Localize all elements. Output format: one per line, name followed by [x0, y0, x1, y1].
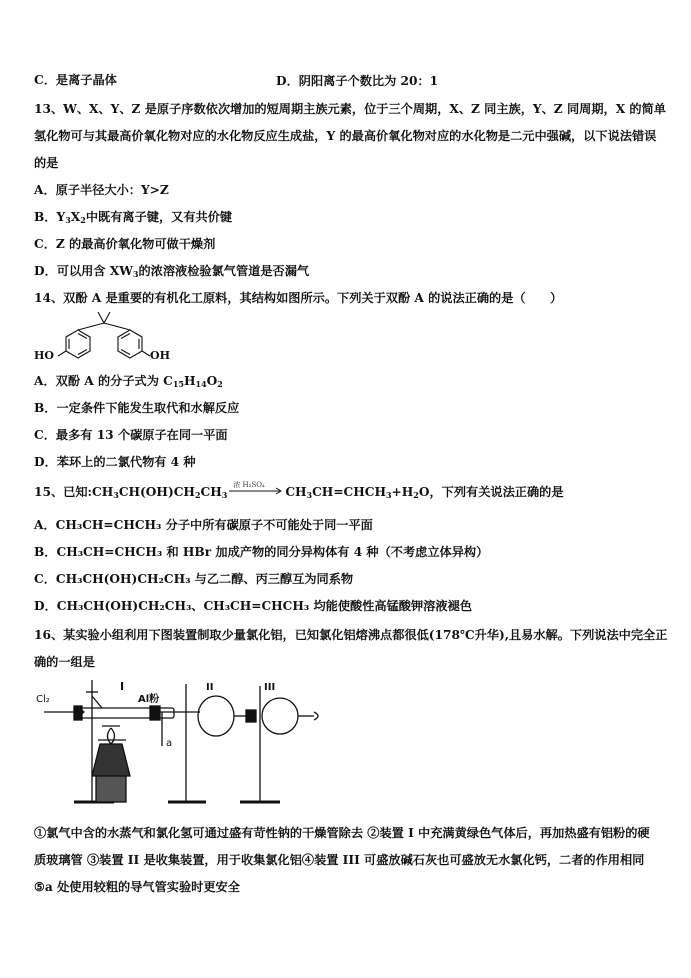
label-i: I	[120, 680, 125, 693]
q16-desc-line-3: ⑤a 处使用较粗的导气管实验时更安全	[34, 880, 240, 894]
q14-option-c: C．最多有 13 个碳原子在同一平面	[34, 428, 228, 442]
q13-option-b: B．$Y_3X_2$中既有离子键，又有共价键	[34, 210, 233, 225]
ho-label: HO	[34, 349, 54, 362]
apparatus-diagram	[34, 678, 324, 812]
q13-option-d: D．可以用含 $XW_3$的浓溶液检验氯气管道是否漏气	[34, 264, 310, 279]
q15-option-c: C．CH₃CH(OH)CH₂CH₃ 与乙二醇、丙三醇互为同系物	[34, 572, 354, 586]
label-iii: III	[264, 682, 276, 693]
q16-desc-line-1: ①氯气中含的水蒸气和氯化氢可通过盛有苛性钠的干燥管除去 ②装置 I 中充满黄绿色气体后，再加热盛有铝粉的硬	[34, 826, 650, 840]
cl2-label: Cl₂	[36, 694, 50, 705]
oh-label: OH	[150, 349, 170, 362]
q14-stem: 14、双酚 A 是重要的有机化工原料，其结构如图所示。下列关于双酚 A 的说法正确的是（ ）	[34, 291, 563, 305]
q13-stem-line-3: 的是	[34, 156, 59, 170]
q15-option-d: D．CH₃CH(OH)CH₂CH₃、CH₃CH=CHCH₃ 均能使酸性高锰酸钾溶液褪色	[34, 599, 472, 613]
q13-stem-line-1: 13、W、X、Y、Z 是原子序数依次增加的短周期主族元素，位于三个周期，X、Z 同主族，Y、Z 同周期，X 的简单	[34, 102, 666, 116]
q15-option-b: B．CH₃CH=CHCH₃ 和 HBr 加成产物的同分异构体有 4 种（不考虑立体异构）	[34, 545, 489, 559]
q16-desc-line-2: 质玻璃管 ③装置 II 是收集装置，用于收集氯化铝④装置 III 可盛放碱石灰也可盛放无水氯化钙，二者的作用相同	[34, 853, 645, 867]
label-a: a	[166, 738, 173, 749]
equilibrium-arrow: 浓 H₂SO₄	[227, 484, 285, 498]
q13-option-a: A．原子半径大小：Y>Z	[34, 183, 169, 197]
q12-option-d: D．阴阳离子个数比为 20：1	[276, 74, 439, 88]
q16-stem-line-1: 16、某实验小组利用下图装置制取少量氯化铝，已知氯化铝熔沸点都很低(178℃升华),且易水解。下列说法中完全正	[34, 628, 668, 642]
q15-stem: 15、已知$:CH_3CH(OH)CH_2CH_3$ 浓 H₂SO₄ $CH_3CH=CHCH_3+H_2O$，下列有关说法正确的是	[34, 481, 564, 500]
al-powder-label: Al粉	[138, 694, 160, 705]
q13-option-c: C．Z 的最高价氧化物可做干燥剂	[34, 237, 216, 251]
q15-option-a: A．CH₃CH=CHCH₃ 分子中所有碳原子不可能处于同一平面	[34, 518, 373, 532]
q13-stem-line-2: 氢化物可与其最高价氧化物对应的水化物反应生成盐，Y 的最高价氧化物对应的水化物是二元中强碱，以下说法错误	[34, 129, 657, 143]
q14-option-b: B．一定条件下能发生取代和水解反应	[34, 401, 240, 415]
q12-option-c: C．是离子晶体	[34, 73, 117, 87]
label-ii: II	[206, 682, 214, 693]
q14-option-a: A．双酚 A 的分子式为 $C_{15}H_{14}O_2$	[34, 374, 223, 389]
q16-stem-line-2: 确的一组是	[34, 655, 95, 669]
q14-option-d: D．苯环上的二氯代物有 4 种	[34, 455, 196, 469]
